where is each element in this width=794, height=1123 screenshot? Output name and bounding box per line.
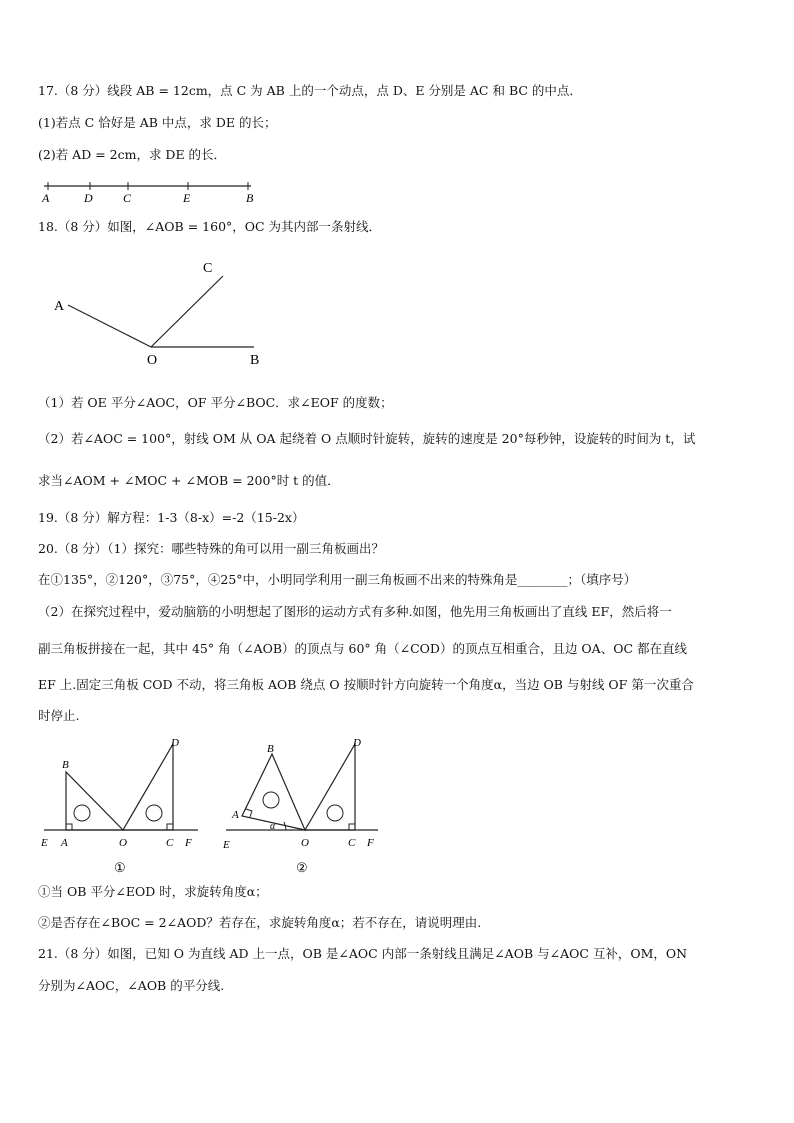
- q17-stem: 17.（8 分）线段 AB = 12cm，点 C 为 AB 上的一个动点，点 D、E 分别是 AC 和 BC 的中点．: [38, 83, 582, 98]
- q20-part2-line2: 副三角板拼接在一起，其中 45° 角（∠AOB）的顶点与 60° 角（∠COD）的顶点互相重合，且边 OA、OC 都在直线: [38, 641, 687, 656]
- q17-part2: (2)若 AD = 2cm，求 DE 的长．: [38, 147, 227, 162]
- q18-part2-line1: （2）若∠AOC = 100°，射线 OM 从 OA 起绕着 O 点顺时针旋转，旋转的速度是 20°每秒钟，设旋转的时间为 t，试: [38, 431, 696, 446]
- q18-angle-figure: [40, 255, 280, 370]
- fig1-label-f: F: [185, 837, 192, 849]
- fig2-label-e: E: [223, 839, 230, 851]
- q17-label-c: C: [123, 191, 132, 205]
- q19-stem: 19.（8 分）解方程：1-3（8-x）=-2（15-2x）: [38, 510, 305, 525]
- fig1-caption: ①: [114, 860, 126, 875]
- q18-stem: 18.（8 分）如图，∠AOB = 160°，OC 为其内部一条射线．: [38, 219, 382, 234]
- q21-stem-line2: 分别为∠AOC，∠AOB 的平分线.: [38, 978, 225, 993]
- fig2-label-f: F: [367, 837, 374, 849]
- q18-label-b: B: [250, 353, 260, 368]
- q20-part1: 在①135°，②120°，③75°，④25°中，小明同学利用一副三角板画不出来的特殊角是________；（填序号）: [38, 572, 637, 587]
- fig2-caption: ②: [296, 860, 308, 875]
- q17-label-b: B: [246, 191, 254, 205]
- q20-part2-line4: 时停止.: [38, 708, 80, 723]
- fig2-label-d: D: [353, 737, 361, 749]
- q17-label-d: D: [84, 191, 93, 205]
- q18-part1: （1）若 OE 平分∠AOC，OF 平分∠BOC．求∠EOF 的度数；: [38, 395, 393, 410]
- q21-stem-line1: 21.（8 分）如图，已知 O 为直线 AD 上一点，OB 是∠AOC 内部一条射线且满足∠AOB 与∠AOC 互补，OM，ON: [38, 946, 688, 961]
- q20-part2-line3: EF 上.固定三角板 COD 不动，将三角板 AOB 绕点 O 按顺时针方向旋转一个角度α，当边 OB 与射线 OF 第一次重合: [38, 677, 694, 692]
- q20-sub1: ①当 OB 平分∠EOD 时，求旋转角度α；: [38, 884, 268, 899]
- fig1-label-a: A: [61, 837, 68, 849]
- q20-sub2: ②是否存在∠BOC = 2∠AOD？若存在，求旋转角度α；若不存在，请说明理由.: [38, 915, 482, 930]
- q17-segment-figure: [36, 178, 266, 206]
- fig2-label-a: A: [232, 809, 239, 821]
- fig1-label-c: C: [166, 837, 174, 849]
- q18-label-o: O: [147, 353, 158, 368]
- q17-part1: (1)若点 C 恰好是 AB 中点，求 DE 的长；: [38, 115, 277, 130]
- q20-figure-2: [218, 732, 388, 877]
- fig2-label-o: O: [301, 837, 309, 849]
- q18-part2-line2: 求当∠AOM + ∠MOC + ∠MOB = 200°时 t 的值．: [38, 473, 340, 488]
- fig2-label-alpha: α: [270, 821, 276, 832]
- q18-label-c: C: [203, 261, 213, 276]
- q18-label-a: A: [54, 299, 65, 314]
- q17-label-a: A: [42, 191, 50, 205]
- fig1-label-e: E: [41, 837, 48, 849]
- q20-part2-line1: （2）在探究过程中，爱动脑筋的小明想起了图形的运动方式有多种.如图，他先用三角板画出了直线 EF，然后将一: [38, 604, 672, 619]
- fig1-label-b: B: [62, 759, 69, 771]
- q20-figure-1: [36, 732, 206, 877]
- q17-label-e: E: [183, 191, 191, 205]
- q20-stem: 20.（8 分）（1）探究：哪些特殊的角可以用一副三角板画出？: [38, 541, 385, 556]
- fig1-label-o: O: [119, 837, 127, 849]
- fig2-label-b: B: [267, 743, 274, 755]
- fig1-label-d: D: [171, 737, 179, 749]
- fig2-label-c: C: [348, 837, 356, 849]
